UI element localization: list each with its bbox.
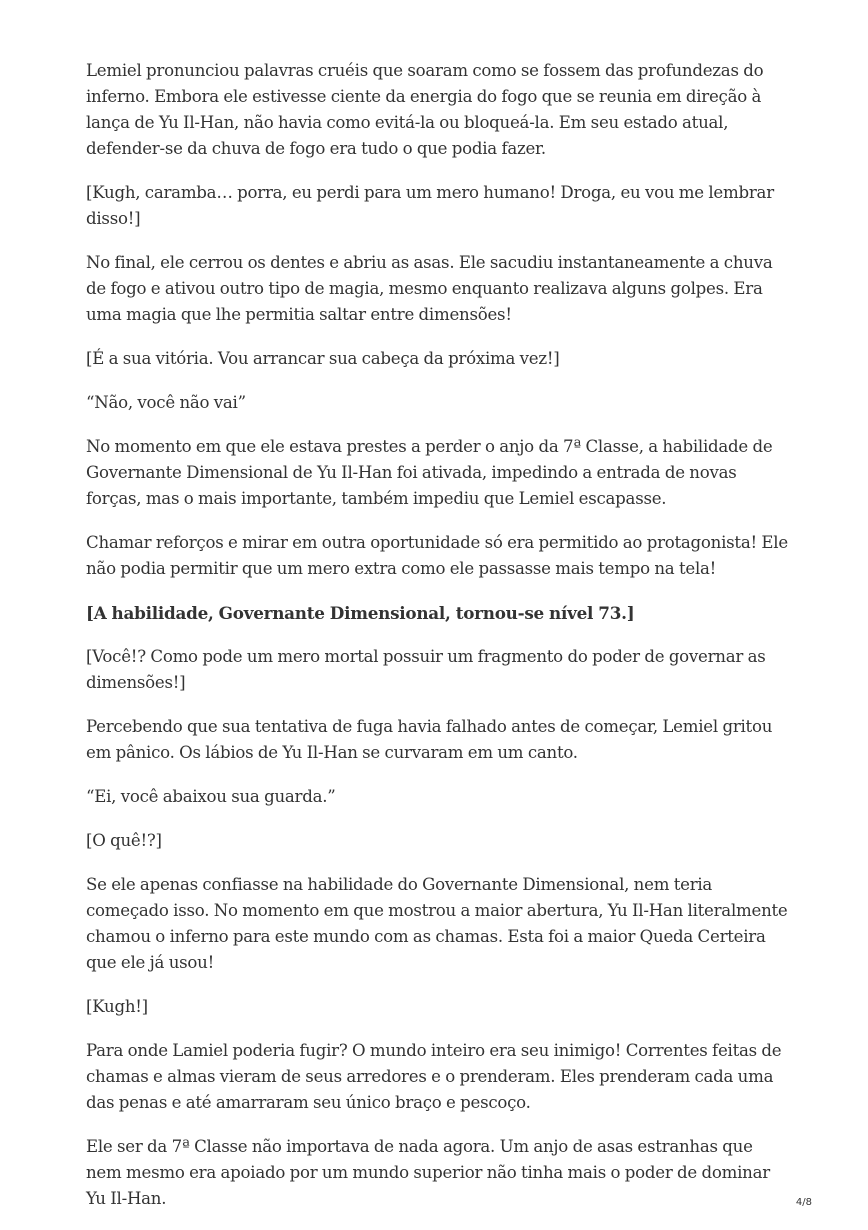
system-message-bold: [A habilidade, Governante Dimensional, tornou-se nível 73.] bbox=[86, 603, 635, 623]
paragraph-13: Se ele apenas confiasse na habilidade do Governante Dimensional, nem teria começado isso. No momento em que mostrou a maior abertura, Yu Il-Han literalmente chamou o inferno para este mundo com as chamas. Esta foi a maior Queda Certeira que ele já usou! bbox=[86, 875, 788, 972]
paragraph-10: Percebendo que sua tentativa de fuga havia falhado antes de começar, Lemiel gritou em pânico. Os lábios de Yu Il-Han se curvaram em um canto. bbox=[86, 717, 773, 762]
paragraph-11: “Ei, você abaixou sua guarda.” bbox=[86, 787, 336, 806]
paragraph-12: [O quê!?] bbox=[86, 831, 162, 850]
paragraph-7: Chamar reforços e mirar em outra oportunidade só era permitido ao protagonista! Ele não podia permitir que um mero extra como ele passasse mais tempo na tela! bbox=[86, 533, 788, 578]
paragraph-6: No momento em que ele estava prestes a perder o anjo da 7ª Classe, a habilidade de Governante Dimensional de Yu Il-Han foi ativada, impedindo a entrada de novas forças, mas o mais importante, também impediu que Lemiel escapasse. bbox=[86, 437, 773, 508]
paragraph-4: [É a sua vitória. Vou arrancar sua cabeça da próxima vez!] bbox=[86, 349, 560, 368]
paragraph-14: [Kugh!] bbox=[86, 997, 148, 1016]
paragraph-16: Ele ser da 7ª Classe não importava de nada agora. Um anjo de asas estranhas que nem mesmo era apoiado por um mundo superior não tinha mais o poder de dominar Yu Il-Han. bbox=[86, 1137, 770, 1208]
paragraph-15: Para onde Lamiel poderia fugir? O mundo inteiro era seu inimigo! Correntes feitas de chamas e almas vieram de seus arredores e o prenderam. Eles prenderam cada uma das penas e até amarraram seu único braço e pescoço. bbox=[86, 1041, 782, 1112]
paragraph-9: [Você!? Como pode um mero mortal possuir um fragmento do poder de governar as dimensões!] bbox=[86, 647, 766, 692]
paragraph-5: “Não, você não vai” bbox=[86, 393, 246, 412]
paragraph-1: Lemiel pronunciou palavras cruéis que soaram como se fossem das profundezas do inferno. Embora ele estivesse ciente da energia do fogo que se reunia em direção à lança de Yu Il-Han, não havia como evitá-la ou bloqueá-la. Em seu estado atual, defender-se da chuva de fogo era tudo o que podia fazer. bbox=[86, 61, 764, 158]
paragraph-3: No final, ele cerrou os dentes e abriu as asas. Ele sacudiu instantaneamente a chuva de fogo e ativou outro tipo de magia, mesmo enquanto realizava alguns golpes. Era uma magia que lhe permitia saltar entre dimensões! bbox=[86, 253, 773, 324]
document-body bbox=[86, 58, 790, 1230]
page-number: 4/8 bbox=[795, 1197, 812, 1208]
paragraph-2: [Kugh, caramba… porra, eu perdi para um mero humano! Droga, eu vou me lembrar disso!] bbox=[86, 183, 774, 228]
